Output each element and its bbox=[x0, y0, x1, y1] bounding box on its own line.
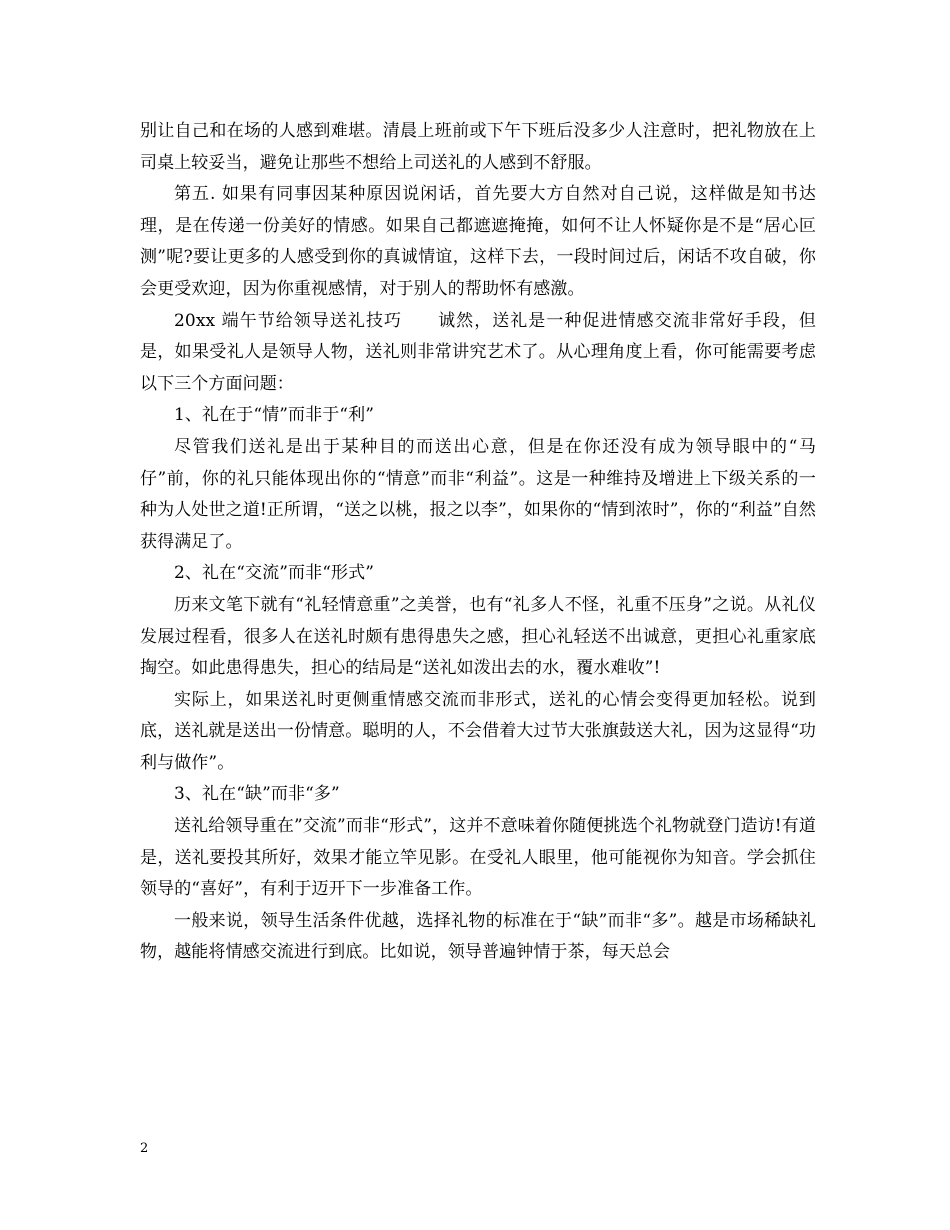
page-number: 2 bbox=[140, 1141, 149, 1156]
section-heading: 3、礼在“缺”而非“多” bbox=[174, 784, 340, 805]
paragraph: 实际上，如果送礼时更侧重情感交流而非形式，送礼的心情会变得更加轻松。说到底，送礼就是送出一份情意。聪明的人，不会借着大过节大张旗鼓送大礼，因为这显得“功利与做作”。 bbox=[140, 689, 816, 773]
paragraph: 第五. 如果有同事因某种原因说闲话，首先要大方自然对自己说，这样做是知书达理，是在传递一份美好的情感。如果自己都遮遮掩掩，如何不让人怀疑你是不是“居心叵测”呢?要让更多的人感受到你的真诚情谊，这样下去，一段时间过后，闲话不攻自破，你会更受欢迎，因为你重视感情，对于别人的帮助怀有感激。 bbox=[140, 184, 816, 299]
paragraph: 一般来说，领导生活条件优越，选择礼物的标准在于“缺”而非“多”。越是市场稀缺礼物，越能将情感交流进行到底。比如说，领导普遍钟情于茶，每天总会 bbox=[140, 910, 816, 963]
paragraph: 别让自己和在场的人感到难堪。清晨上班前或下午下班后没多少人注意时，把礼物放在上司桌上较妥当，避免让那些不想给上司送礼的人感到不舒服。 bbox=[140, 121, 816, 173]
document-body bbox=[140, 116, 816, 969]
paragraph: 送礼给领导重在”交流”而非“形式”，这并不意味着你随便挑选个礼物就登门造访!有道是，送礼要投其所好，效果才能立竿见影。在受礼人眼里，他可能视你为知音。学会抓住领导的“喜好”，有利于迈开下一步准备工作。 bbox=[140, 816, 816, 900]
section-heading: 1、礼在于“情”而非于“利” bbox=[174, 405, 374, 426]
paragraph: 20xx 端午节给领导送礼技巧 诚然，送礼是一种促进情感交流非常好手段，但是，如果受礼人是领导人物，送礼则非常讲究艺术了。从心理角度上看，你可能需要考虑以下三个方面问题： bbox=[140, 310, 816, 394]
paragraph: 历来文笔下就有“礼轻情意重”之美誉，也有“礼多人不怪，礼重不压身”之说。从礼仪发展过程看，很多人在送礼时颇有患得患失之感，担心礼轻送不出诚意，更担心礼重家底掏空。如此患得患失，担心的结局是“送礼如泼出去的水，覆水难收”! bbox=[140, 594, 816, 679]
section-heading: 2、礼在“交流”而非“形式” bbox=[174, 563, 374, 584]
paragraph: 尽管我们送礼是出于某种目的而送出心意，但是在你还没有成为领导眼中的“马仔”前，你的礼只能体现出你的“情意”而非“利益”。这是一种维持及增进上下级关系的一种为人处世之道!正所谓，“送之以桃，报之以李”，如果你的“情到浓时”，你的“利益”自然获得满足了。 bbox=[140, 436, 816, 552]
